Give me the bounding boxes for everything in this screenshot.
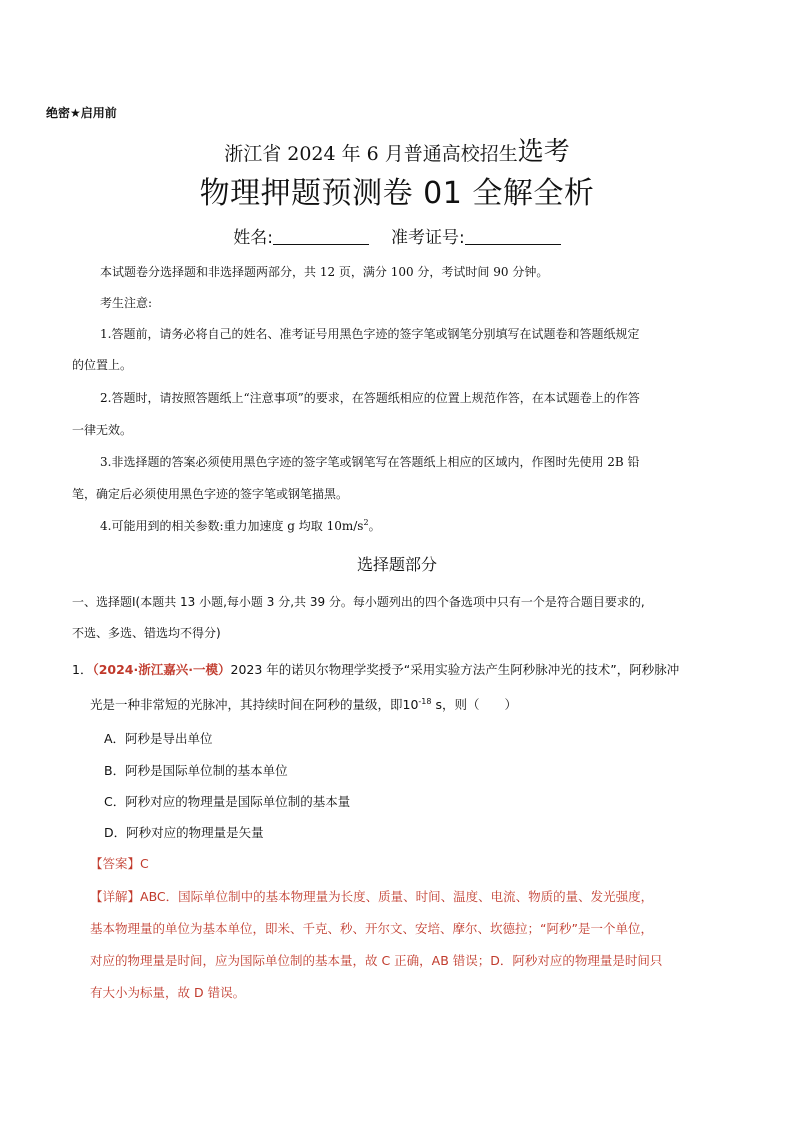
question1-stem-text2: 光是一种非常短的光脉冲，其持续时间在阿秒的量级，即10 [90,697,419,712]
question1-exponent: -18 [418,697,432,706]
notice-title: 考生注意: [100,296,153,310]
title-prefix: 浙江省 2024 年 6 月普通高校招生 [224,143,518,165]
confidential-mark: 绝密★启用前 [46,106,117,120]
notice-item4-sup: 2 [363,518,369,527]
notice-item4-end: 。 [368,519,381,533]
question1-option-c: C．阿秒对应的物理量是国际单位制的基本量 [104,794,351,809]
part1-instructions-line1: 一、选择题Ⅰ(本题共 13 小题,每小题 3 分,共 39 分。每小题列出的四个备选项中只有一个是符合题目要求的, [72,595,645,609]
title-suffix: 选考 [517,137,570,167]
question1-stem-text: 2023 年的诺贝尔物理学奖授予“采用实验方法产生阿秒脉冲光的技术”，阿秒脉冲 [230,662,680,677]
notice-item3-line2: 笔，确定后必须使用黑色字迹的签字笔或钢笔描黑。 [72,487,349,501]
section-title: 选择题部分 [356,555,437,574]
exam-title-line2: 物理押题预测卷 01 全解全析 [199,176,595,211]
detail-text1: ABC．国际单位制中的基本物理量为长度、质量、时间、温度、电流、物质的量、发光强度， [140,889,654,904]
notice-item4 [100,516,728,536]
part1-instructions-line2: 不选、多选、错选均不得分) [72,626,221,640]
question1-detail-line4: 有大小为标量，故 D 错误。 [90,985,246,1000]
name-label: 姓名: [233,228,273,248]
name-blank[interactable] [273,226,369,245]
question1-option-b: B．阿秒是国际单位制的基本单位 [104,763,288,778]
question1-number: 1． [72,662,93,677]
question1-stem-line1 [72,659,732,681]
question1-answer [90,853,149,875]
notice-item4-text: 4.可能用到的相关参数:重力加速度 g 均取 10m/s [100,519,364,533]
question1-stem-line2 [90,694,730,716]
question1-detail-line1 [90,886,730,908]
detail-label: 【详解】 [90,889,141,904]
question1-source-tag: （2024·浙江嘉兴·一模） [92,662,231,677]
question1-stem-text3: s，则（ ） [431,697,517,712]
notice-item2-line1: 2.答题时，请按照答题纸上“注意事项”的要求，在答题纸相应的位置上规范作答，在本试题卷上的作答 [100,391,640,405]
answer-value: C [140,856,149,871]
answer-label: 【答案】 [90,856,141,871]
exam-id-label: 准考证号: [391,228,465,248]
question1-detail-line2: 基本物理量的单位为基本单位，即米、千克、秒、开尔文、安培、摩尔、坎德拉；“阿秒”是一个单位， [90,921,653,936]
notice-item1-line2: 的位置上。 [72,358,133,372]
exam-title-line1 [0,136,794,170]
notice-item3-line1: 3.非选择题的答案必须使用黑色字迹的签字笔或钢笔写在答题纸上相应的区域内，作图时先使用 2B 铅 [100,455,640,469]
question1-option-d: D．阿秒对应的物理量是矢量 [104,825,264,840]
notice-item1-line1: 1.答题前，请务必将自己的姓名、准考证号用黑色字迹的签字笔或钢笔分别填写在试题卷和答题纸规定 [100,327,640,341]
question1-detail-line3: 对应的物理量是时间，应为国际单位制的基本量，故 C 正确，AB 错误；D．阿秒对应的物理量是时间只 [90,953,663,968]
instructions-intro: 本试题卷分选择题和非选择题两部分，共 12 页，满分 100 分，考试时间 90 分钟。 [100,265,549,279]
notice-item2-line2: 一律无效。 [72,423,133,437]
candidate-fields [0,224,794,252]
exam-id-blank[interactable] [465,226,561,245]
question1-option-a: A．阿秒是导出单位 [104,731,213,746]
